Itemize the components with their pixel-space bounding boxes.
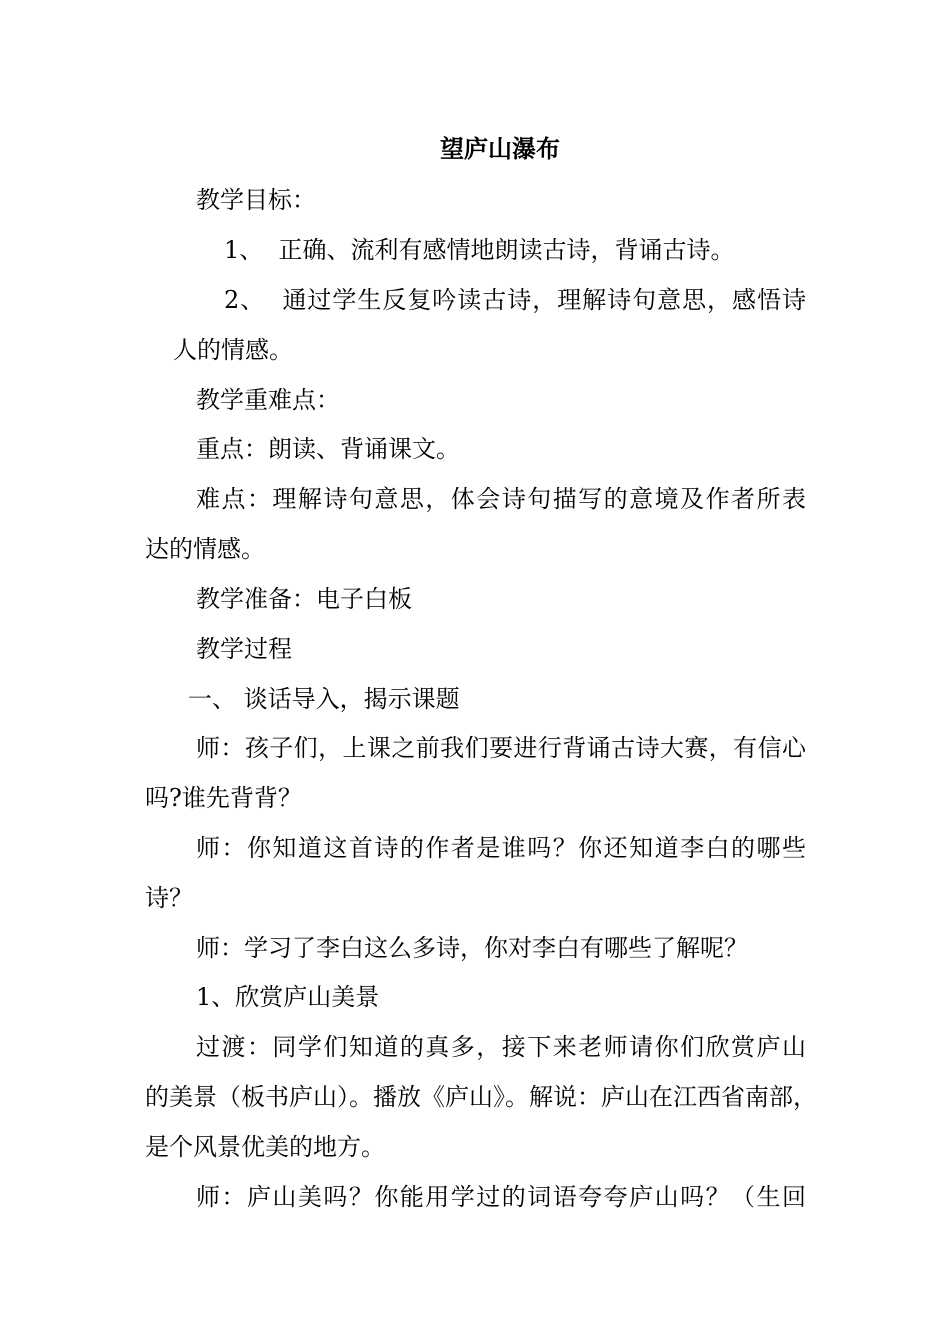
paragraph-line: 是个风景优美的地方。: [145, 1133, 385, 1161]
paragraph-line: 师：你知道这首诗的作者是谁吗？你还知道李白的哪些: [196, 834, 806, 862]
paragraph-line: 1、 正确、流利有感情地朗读古诗，背诵古诗。: [224, 236, 735, 264]
paragraph-line: 人的情感。: [173, 336, 293, 364]
paragraph-line: 重点：朗读、背诵课文。: [196, 435, 460, 463]
paragraph-line: 师：学习了李白这么多诗，你对李白有哪些了解呢？: [196, 934, 748, 962]
paragraph-line: 吗?谁先背背？: [145, 784, 302, 812]
section-heading: 一、 谈话导入，揭示课题: [188, 685, 460, 713]
paragraph-line: 1、欣赏庐山美景: [196, 983, 380, 1011]
paragraph-line: 教学重难点：: [196, 386, 340, 414]
document-title: 望庐山瀑布: [440, 134, 560, 163]
paragraph-line: 教学准备：电子白板: [196, 585, 412, 613]
paragraph-line: 难点：理解诗句意思，体会诗句描写的意境及作者所表: [196, 485, 806, 513]
paragraph-line: 师：庐山美吗？你能用学过的词语夸夸庐山吗？（生回: [196, 1183, 806, 1211]
paragraph-line: 教学过程: [196, 635, 292, 663]
paragraph-line: 教学目标：: [196, 186, 316, 214]
paragraph-line: 的美景（板书庐山）。播放《庐山》。解说：庐山在江西省南部，: [145, 1083, 817, 1111]
paragraph-line: 诗？: [145, 884, 193, 912]
paragraph-line: 师：孩子们，上课之前我们要进行背诵古诗大赛，有信心: [196, 734, 806, 762]
paragraph-line: 2、 通过学生反复吟读古诗，理解诗句意思，感悟诗: [224, 286, 806, 314]
paragraph-line: 达的情感。: [145, 535, 265, 563]
paragraph-line: 过渡：同学们知道的真多，接下来老师请你们欣赏庐山: [196, 1033, 806, 1061]
